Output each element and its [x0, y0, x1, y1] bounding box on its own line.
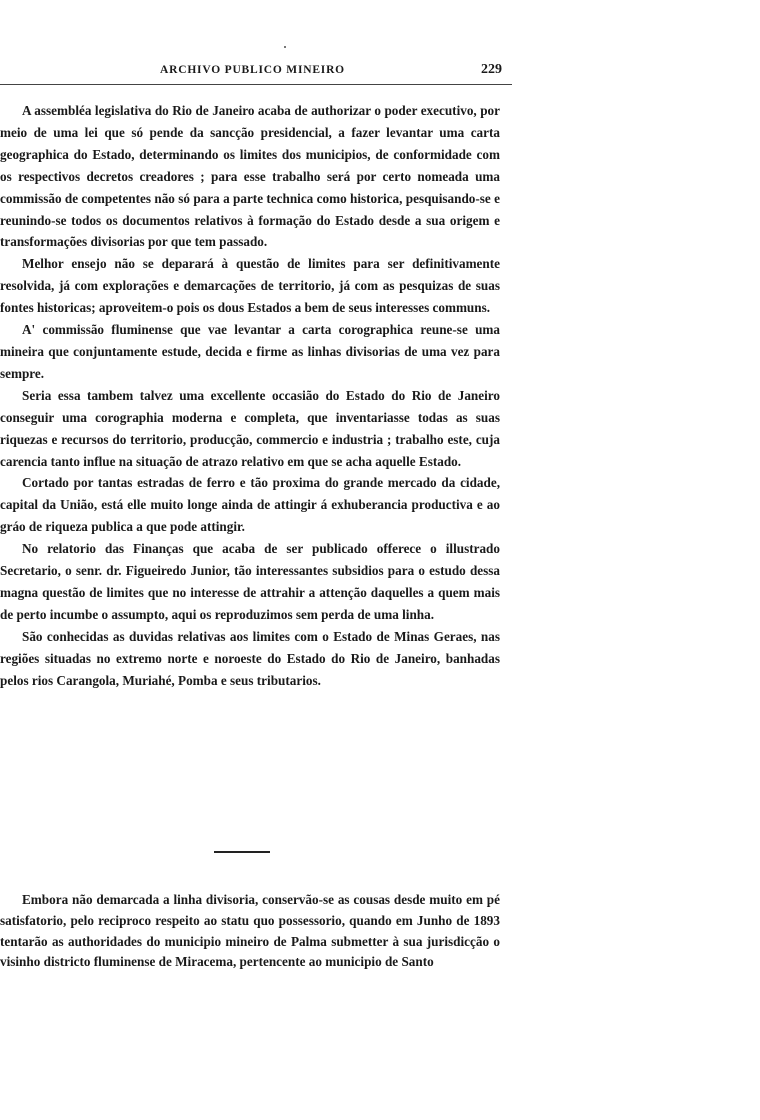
body-text: [0, 100, 500, 691]
paragraph: Embora não demarcada a linha divisoria, conservão-se as cousas desde muito em pé satisfatorio, pelo reciproco respeito ao statu quo possessorio, quando em Junho de 1893 tentarão as authoridades do municipio mineiro de Palma submetter à sua jurisdicção o visinho districto fluminense de Miracema, pertencente ao municipio de Santo: [0, 892, 500, 970]
page-number: 229: [481, 62, 502, 77]
paragraph: Cortado por tantas estradas de ferro e tão proxima do grande mercado da cidade, capital da União, está elle muito longe ainda de attingir á exhuberancia productiva e ao gráo de riqueza publica a que pode attingir.: [0, 475, 500, 535]
paragraph: São conhecidas as duvidas relativas aos limites com o Estado de Minas Geraes, nas regiões situadas no extremo norte e noroeste do Estado do Rio de Janeiro, banhadas pelos rios Carangola, Muriahé, Pomba e seus tributarios.: [0, 628, 500, 688]
section-separator: [214, 851, 270, 853]
paragraph: Seria essa tambem talvez uma excellente occasião do Estado do Rio de Janeiro conseguir uma corographia moderna e completa, que inventariasse todas as suas riquezas e recursos do territorio, producção, commercio e industria ; trabalho este, cuja carencia tanto influe na situação de atrazo relativo em que se acha aquelle Estado.: [0, 387, 500, 469]
page-header: [0, 62, 512, 85]
paragraph: A assembléa legislativa do Rio de Janeiro acaba de authorizar o poder executivo, por meio de uma lei que só pende da sancção presidencial, a fazer levantar uma carta geographica do Estado, determinando os limites dos municipios, de conformidade com os respectivos decretos creadores ; para esse trabalho será por certo nomeada uma commissão de competentes não só para a parte technica como historica, pesquisando-se e reunindo-se todos os documentos relativos à formação do Estado desde a sua origem e transformações divisorias por que tem passado.: [0, 103, 500, 250]
paragraph: No relatorio das Finanças que acaba de ser publicado offerece o illustrado Secretario, o senr. dr. Figueiredo Junior, tão interessantes subsidios para o estudo dessa magna questão de limites que no interesse de attrahir a attenção daquelles a quem mais de perto incumbe o assumpto, aqui os reproduzimos sem perda de uma linha.: [0, 541, 500, 622]
paragraph: Melhor ensejo não se deparará à questão de limites para ser definitivamente resolvida, já com explorações e demarcações de territorio, já com as pesquizas de suas fontes historicas; aproveitem-o pois os dous Estados a bem de seus interesses communs.: [0, 256, 500, 316]
continuation-text: [0, 890, 500, 973]
print-speck: [284, 46, 286, 48]
paragraph: A' commissão fluminense que vae levantar a carta corographica reune-se uma mineira que conjuntamente estude, decida e firme as linhas divisorias de uma vez para sempre.: [0, 322, 500, 381]
running-title: ARCHIVO PUBLICO MINEIRO: [160, 64, 345, 76]
